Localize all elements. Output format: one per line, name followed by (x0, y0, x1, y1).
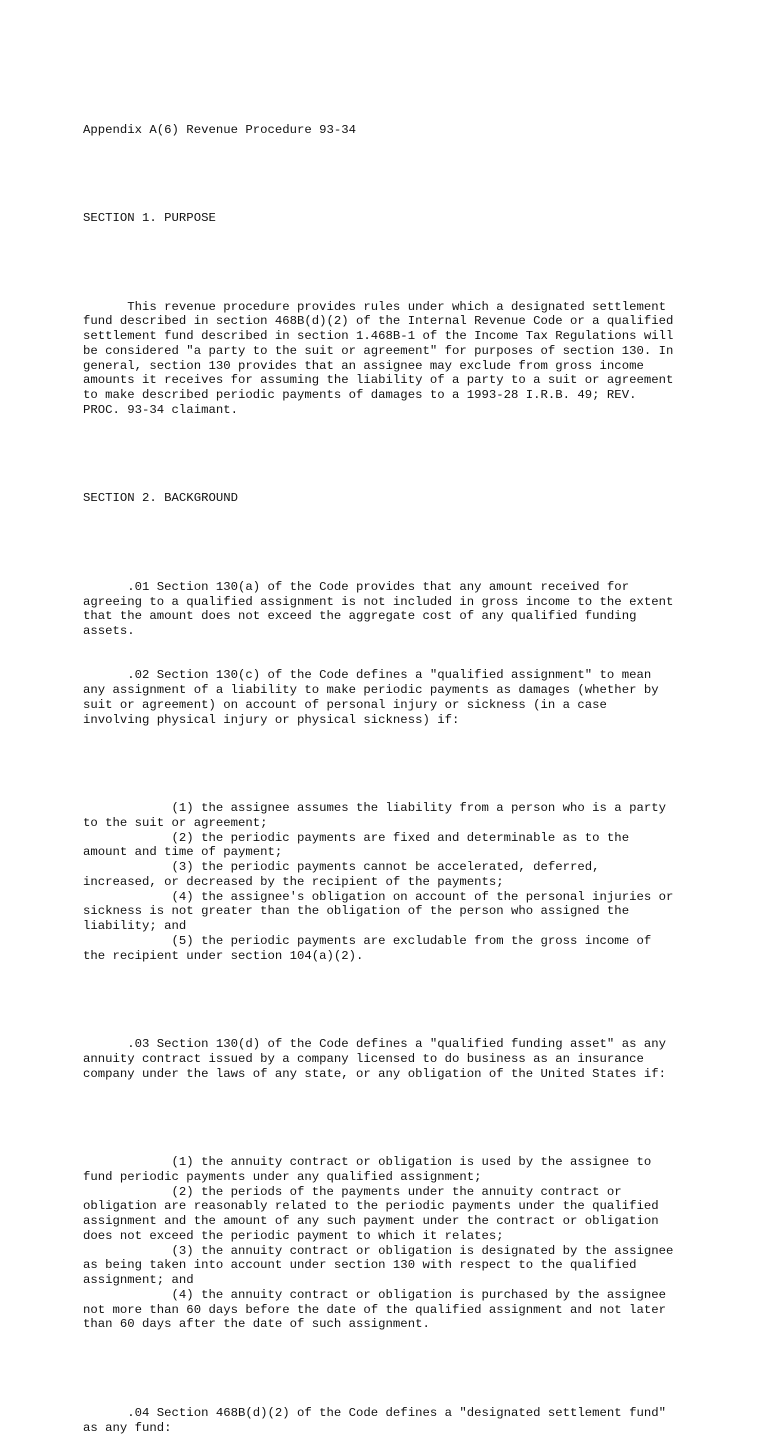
text-line: be considered "a party to the suit or agreement" for purposes of section 130. In (83, 343, 674, 358)
text-line: to make described periodic payments of damages to a 1993-28 I.R.B. 49; REV. (83, 388, 637, 402)
text-line: (3) the annuity contract or obligation is designated by the assignee (83, 1243, 674, 1258)
spacer (83, 757, 723, 772)
text-line: (1) the annuity contract or obligation is used by the assignee to (83, 1155, 652, 1169)
text-line: This revenue procedure provides rules under which a designated settlement (83, 299, 666, 314)
text-line: suit or agreement) on account of personal injury or sickness (in a case (83, 697, 607, 712)
text-line: PROC. 93-34 claimant. (83, 402, 238, 417)
text-line: than 60 days after the date of such assignment. (83, 1317, 430, 1332)
spacer (83, 993, 723, 1008)
text-line: liability; and (83, 919, 187, 933)
document-title: Appendix A(6) Revenue Procedure 93-34 (83, 122, 357, 137)
text-line: any assignment of a liability to make periodic payments as damages (whether by (83, 683, 659, 697)
text-line: .01 Section 130(a) of the Code provides that any amount received for (83, 579, 630, 594)
qualified-assignment-conditions-list (83, 801, 723, 963)
text-line: assignment; and (83, 1273, 194, 1287)
paragraph-01 (83, 580, 723, 639)
text-line: (5) the periodic payments are excludable from the gross income of (83, 933, 652, 948)
section-1-heading: SECTION 1. PURPOSE (83, 211, 216, 225)
text-line: (2) the periodic payments are fixed and determinable as to the (83, 830, 630, 845)
text-line: obligation are reasonably related to the periodic payments under the qualified (83, 1199, 659, 1214)
text-line: not more than 60 days before the date of the qualified assignment and not later (83, 1302, 666, 1317)
text-line: .02 Section 130(c) of the Code defines a "qualified assignment" to mean (83, 668, 652, 683)
text-line: (4) the assignee's obligation on account of the personal injuries or (83, 889, 674, 904)
spacer (83, 255, 723, 270)
section-1-paragraph (83, 300, 723, 418)
text-line: fund periodic payments under any qualified assignment; (83, 1169, 482, 1184)
document-page (83, 93, 723, 1450)
paragraph-03 (83, 1037, 723, 1081)
spacer (83, 447, 723, 462)
text-line: assignment and the amount of any such payment under the contract or obligation (83, 1214, 659, 1228)
text-line: annuity contract issued by a company licensed to do business as an insurance (83, 1051, 644, 1066)
text-line: .03 Section 130(d) of the Code defines a "qualified funding asset" as any (83, 1037, 666, 1051)
text-line: fund described in section 468B(d)(2) of the Internal Revenue Code or a qualified (83, 314, 674, 329)
text-line: general, section 130 provides that an assignee may exclude from gross income (83, 358, 644, 373)
text-line: amount and time of payment; (83, 845, 283, 860)
text-line: agreeing to a qualified assignment is not included in gross income to the extent (83, 594, 674, 609)
text-line: involving physical injury or physical sickness) if: (83, 712, 460, 727)
section-2-heading: SECTION 2. BACKGROUND (83, 491, 238, 506)
text-line: (1) the assignee assumes the liability from a person who is a party (83, 801, 666, 815)
paragraph-04 (83, 1406, 723, 1436)
spacer (83, 1111, 723, 1126)
text-line: (2) the periods of the payments under the annuity contract or (83, 1184, 622, 1199)
text-line: as being taken into account under section 130 with respect to the qualified (83, 1258, 637, 1273)
text-line: assets. (83, 624, 135, 638)
text-line: amounts it receives for assuming the liability of a party to a suit or agreement (83, 373, 674, 388)
text-line: (3) the periodic payments cannot be accelerated, deferred, (83, 860, 600, 874)
spacer (83, 1362, 723, 1377)
text-line: that the amount does not exceed the aggregate cost of any qualified funding (83, 609, 637, 624)
spacer (83, 167, 723, 182)
text-line: to the suit or agreement; (83, 815, 268, 830)
text-line: (4) the annuity contract or obligation is purchased by the assignee (83, 1287, 666, 1302)
text-line: does not exceed the periodic payment to which it relates; (83, 1228, 504, 1243)
text-line: sickness is not greater than the obligation of the person who assigned the (83, 904, 630, 919)
text-line: as any fund: (83, 1420, 172, 1435)
text-line: .04 Section 468B(d)(2) of the Code defines a "designated settlement fund" (83, 1405, 666, 1420)
text-line: company under the laws of any state, or any obligation of the United States if: (83, 1066, 666, 1081)
text-line: increased, or decreased by the recipient of the payments; (83, 874, 504, 889)
text-line: settlement fund described in section 1.468B-1 of the Income Tax Regulations will (83, 329, 674, 343)
paragraph-02 (83, 668, 723, 727)
qualified-funding-asset-conditions-list (83, 1155, 723, 1332)
spacer (83, 536, 723, 551)
text-line: the recipient under section 104(a)(2). (83, 948, 364, 963)
